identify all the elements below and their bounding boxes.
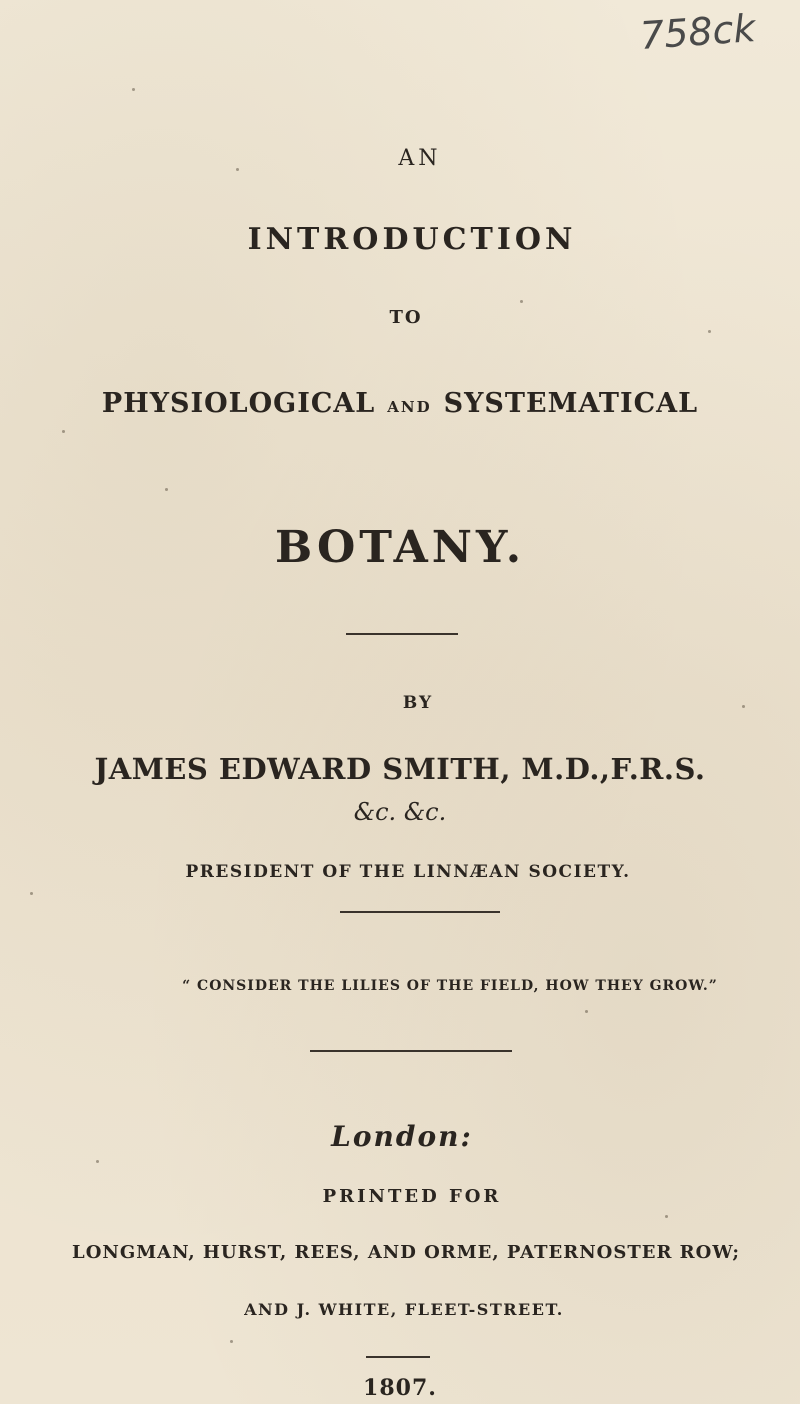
title-line-an: AN: [398, 146, 442, 171]
paper-speck: [30, 892, 33, 895]
divider-rule: [340, 911, 500, 913]
paper-speck: [708, 330, 711, 333]
divider-rule: [310, 1050, 512, 1052]
paper-speck: [230, 1340, 233, 1343]
title-line-by: BY: [402, 693, 434, 713]
paper-speck: [665, 1215, 668, 1218]
imprint-place: London:: [331, 1120, 473, 1153]
author-title: PRESIDENT OF THE LINNÆAN SOCIETY.: [185, 862, 631, 882]
author-etc: &c. &c.: [353, 798, 447, 826]
imprint-printed-for: PRINTED FOR: [322, 1186, 502, 1207]
title-word-physiological: PHYSIOLOGICAL: [101, 388, 376, 419]
handwritten-shelfmark: 758ck: [638, 6, 757, 58]
paper-speck: [132, 88, 135, 91]
title-line-subject: [0, 388, 800, 419]
imprint-publishers-2: AND J. WHITE, FLEET-STREET.: [244, 1300, 564, 1319]
title-line-to: TO: [389, 307, 423, 328]
divider-rule: [346, 633, 458, 635]
title-word-and: AND: [387, 398, 432, 416]
paper-speck: [236, 168, 239, 171]
paper-speck: [520, 300, 523, 303]
title-line-introduction: INTRODUCTION: [247, 222, 577, 257]
divider-rule: [366, 1356, 430, 1358]
epigraph: “ CONSIDER THE LILIES OF THE FIELD, HOW THEY GROW.”: [182, 978, 718, 994]
paper-speck: [62, 430, 65, 433]
paper-speck: [585, 1010, 588, 1013]
paper-speck: [96, 1160, 99, 1163]
paper-speck: [165, 488, 168, 491]
paper-speck: [742, 705, 745, 708]
imprint-publishers: LONGMAN, HURST, REES, AND ORME, PATERNOSTER ROW;: [72, 1242, 740, 1263]
title-word-systematical: SYSTEMATICAL: [443, 388, 699, 419]
title-line-botany: BOTANY.: [274, 522, 526, 573]
imprint-year: 1807.: [363, 1375, 437, 1401]
author-name: JAMES EDWARD SMITH, M.D.,F.R.S.: [94, 752, 706, 786]
